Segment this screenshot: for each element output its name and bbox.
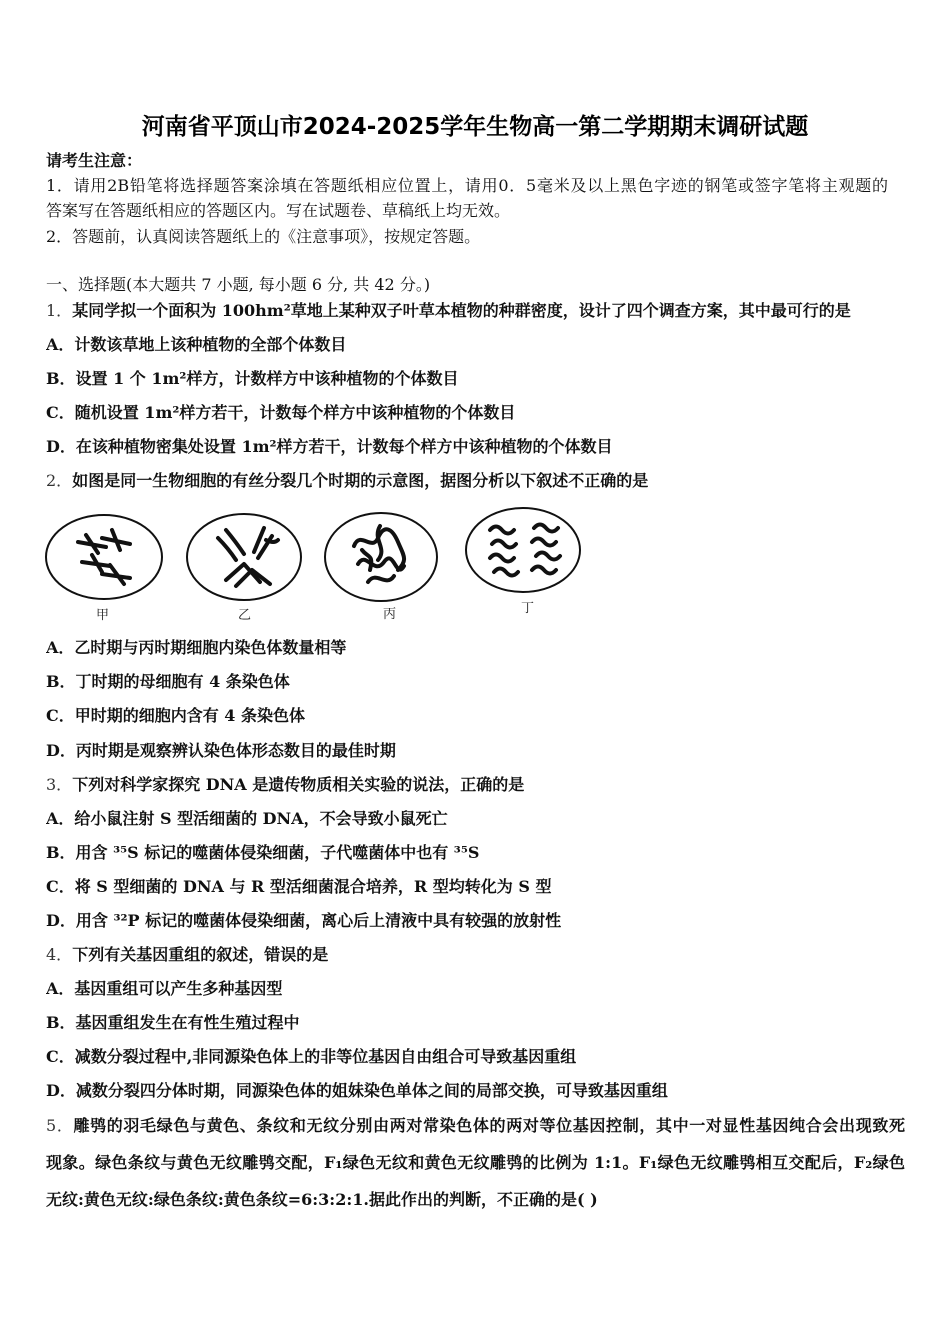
chromosome <box>532 567 556 574</box>
figure-label-ding: 丁 <box>521 601 535 616</box>
question-2-stem-line <box>46 470 648 492</box>
chromosome <box>534 525 558 532</box>
chromosome <box>368 576 394 582</box>
chromosome <box>266 540 278 542</box>
question-3-option-a: A．给小鼠注射 S 型活细菌的 DNA，不会导致小鼠死亡 <box>46 809 448 828</box>
question-stem: 某同学拟一个面积为 100hm²草地上某种双子叶草本植物的种群密度，设计了四个调查方案，其中最可行的是 <box>72 301 851 320</box>
notice-line-3: 2．答题前，认真阅读答题纸上的《注意事项》，按规定答题。 <box>46 227 481 246</box>
question-number: 5． <box>46 1116 74 1135</box>
question-number: 4． <box>46 945 73 964</box>
chromosome <box>536 553 560 560</box>
chromosome <box>494 569 518 576</box>
notice-line-1: 1．请用2B铅笔将选择题答案涂填在答题纸相应位置上，请用0．5毫米及以上黑色字迹的钢笔或签字笔将主观题的 <box>46 176 888 195</box>
question-1-stem-line <box>46 300 851 322</box>
figure-label-jia: 甲 <box>96 608 110 623</box>
cell-bing <box>325 513 437 622</box>
cell-ding <box>466 508 580 616</box>
chromosome <box>236 570 270 586</box>
question-4-option-b: B．基因重组发生在有性生殖过程中 <box>46 1013 300 1032</box>
cell-outline <box>466 508 580 592</box>
question-5-stem-line-2: 现象。绿色条纹与黄色无纹雕鸮交配，F₁绿色无纹和黄色无纹雕鸮的比例为 1:1。F₁绿色无纹雕鸮相互交配后，F₂绿色 <box>46 1153 905 1172</box>
question-number: 2． <box>46 471 73 490</box>
question-1-option-c: C．随机设置 1m²样方若干，计数每个样方中该种植物的个体数目 <box>46 403 516 422</box>
question-4-stem-line <box>46 944 328 966</box>
question-2-option-d: D．丙时期是观察辨认染色体形态数目的最佳时期 <box>46 741 396 760</box>
figure-label-yi: 乙 <box>238 608 252 623</box>
question-4-option-d: D．减数分裂四分体时期，同源染色体的姐妹染色单体之间的局部交换，可导致基因重组 <box>46 1081 668 1100</box>
section-heading: 一、选择题(本大题共 7 小题, 每小题 6 分, 共 42 分。) <box>46 275 431 294</box>
question-2-option-a: A．乙时期与丙时期细胞内染色体数量相等 <box>46 638 347 657</box>
chromosome <box>490 555 514 562</box>
question-1-option-b: B．设置 1 个 1m²样方，计数样方中该种植物的个体数目 <box>46 369 459 388</box>
notice-heading: 请考生注意： <box>46 151 143 170</box>
chromosome <box>358 558 404 569</box>
chromosome <box>532 539 556 546</box>
cell-jia <box>46 515 162 623</box>
question-2-option-c: C．甲时期的细胞内含有 4 条染色体 <box>46 706 306 725</box>
question-stem: 雕鸮的羽毛绿色与黄色、条纹和无纹分别由两对常染色体的两对等位基因控制，其中一对显性基因纯合会出现致死 <box>73 1116 905 1135</box>
cell-outline <box>187 514 301 600</box>
question-4-option-a: A．基因重组可以产生多种基因型 <box>46 979 283 998</box>
question-1-option-a: A．计数该草地上该种植物的全部个体数目 <box>46 335 347 354</box>
chromosome <box>492 541 516 548</box>
notice-line-2: 答案写在答题纸相应的答题区内。写在试题卷、草稿纸上均无效。 <box>46 201 511 220</box>
question-5-stem-line-1 <box>46 1115 905 1137</box>
mitosis-figure <box>40 500 600 625</box>
cell-yi <box>187 514 301 623</box>
question-3-option-d: D．用含 ³²P 标记的噬菌体侵染细菌，离心后上清液中具有较强的放射性 <box>46 911 562 930</box>
question-number: 1． <box>46 301 73 320</box>
question-1-option-d: D．在该种植物密集处设置 1m²样方若干，计数每个样方中该种植物的个体数目 <box>46 437 613 456</box>
cell-outline <box>46 515 162 599</box>
question-4-option-c: C．减数分裂过程中,非同源染色体上的非等位基因自由组合可导致基因重组 <box>46 1047 577 1066</box>
figure-label-bing: 丙 <box>383 607 397 622</box>
question-3-option-b: B．用含 ³⁵S 标记的噬菌体侵染细菌，子代噬菌体中也有 ³⁵S <box>46 843 480 862</box>
question-stem: 下列对科学家探究 DNA 是遗传物质相关实验的说法，正确的是 <box>72 775 525 794</box>
question-3-option-c: C．将 S 型细菌的 DNA 与 R 型活细菌混合培养，R 型均转化为 S 型 <box>46 877 552 896</box>
question-5-stem-line-3: 无纹:黄色无纹:绿色条纹:黄色条纹=6:3:2:1.据此作出的判断，不正确的是( ) <box>46 1190 598 1209</box>
question-stem: 下列有关基因重组的叙述，错误的是 <box>72 945 329 964</box>
chromosome <box>490 527 514 534</box>
exam-title: 河南省平顶山市2024-2025学年生物高一第二学期期末调研试题 <box>141 114 809 140</box>
question-number: 3． <box>46 775 73 794</box>
question-stem: 如图是同一生物细胞的有丝分裂几个时期的示意图，据图分析以下叙述不正确的是 <box>72 471 649 490</box>
question-2-option-b: B．丁时期的母细胞有 4 条染色体 <box>46 672 290 691</box>
question-3-stem-line <box>46 774 524 796</box>
